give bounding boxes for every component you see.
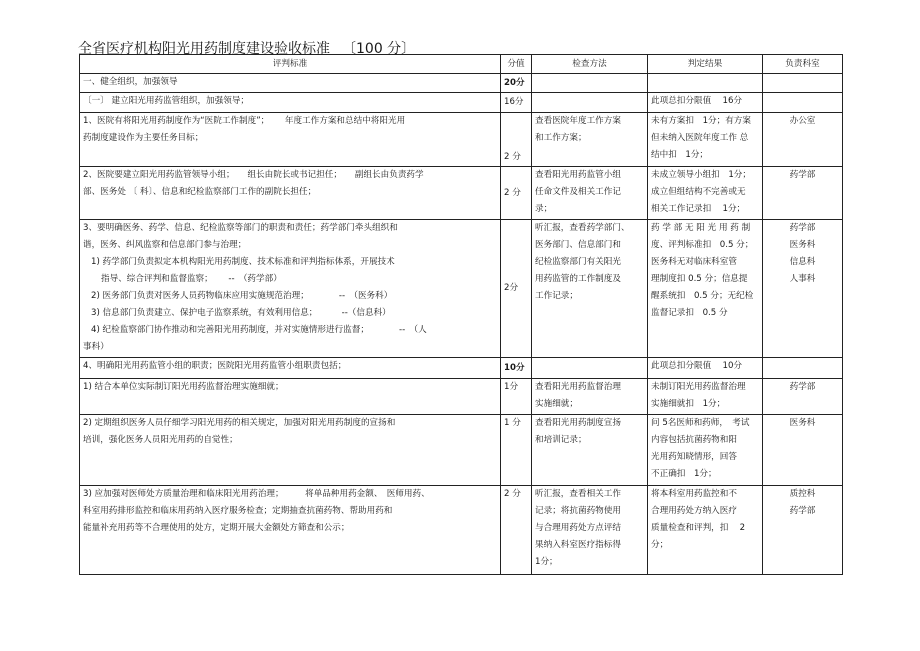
result-cell: 药 学 部 无 阳 光 用 药 制 度、评判标准扣 0.5 分； 医务科无对临床科室管 理制度扣 0.5 分；信息提 醒系统扣 0.5 分；无纪检 监督记录扣 0.5 分 xyxy=(648,220,763,358)
dept-cell xyxy=(763,93,843,113)
dept-cell: 办公室 xyxy=(763,113,843,167)
method-cell: 查看阳光用药制度宣扬 和培训记录； xyxy=(532,415,648,486)
criteria-cell: 1) 结合本单位实际制订阳光用药监督治理实施细就； xyxy=(80,379,501,415)
title-text: 全省医疗机构阳光用药制度建设验收标准 xyxy=(78,41,330,57)
dept-cell xyxy=(763,74,843,93)
score-cell: 10分 xyxy=(501,358,532,379)
table-row xyxy=(80,358,843,379)
score-cell: 20分 xyxy=(501,74,532,93)
result-cell: 此项总扣分限值 10分 xyxy=(648,358,763,379)
criteria-cell: 2、医院要建立阳光用药监管领导小组； 组长由院长或书记担任； 副组长由负责药学 部、医务处 〔 科〕、信息和纪检监察部门工作的副院长担任； xyxy=(80,167,501,220)
table-row xyxy=(80,74,843,93)
header-criteria: 评判标准 xyxy=(80,55,501,74)
dept-cell xyxy=(763,358,843,379)
criteria-cell: 4、明确阳光用药监管小组的职责；医院阳光用药监管小组职责包括； xyxy=(80,358,501,379)
method-cell xyxy=(532,93,648,113)
criteria-cell: 〔一〕 建立阳光用药监管组织，加强领导； xyxy=(80,93,501,113)
criteria-cell: 2) 定期组织医务人员仔细学习阳光用药的相关规定，加强对阳光用药制度的宣扬和 培训，强化医务人员阳光用药的自觉性； xyxy=(80,415,501,486)
table-row xyxy=(80,93,843,113)
score-cell: 1分 xyxy=(501,379,532,415)
method-cell: 查看阳光用药监督治理 实施细就； xyxy=(532,379,648,415)
criteria-cell: 3) 应加强对医师处方质量治理和临床阳光用药治理； 将单品种用药金额、 医师用药、 科室用药排形监控和临床用药纳入医疗服务检查；定期抽查抗菌药物、帮助用药和 能量补充用药等不合理使用的处方，定期开展大金额处方筛查和公示； xyxy=(80,486,501,575)
method-cell xyxy=(532,74,648,93)
result-cell: 此项总扣分限值 16分 xyxy=(648,93,763,113)
header-dept: 负责科室 xyxy=(763,55,843,74)
table-row xyxy=(80,167,843,220)
criteria-cell: 一、健全组织，加强领导 xyxy=(80,74,501,93)
criteria-cell: 3、要明确医务、药学、信息、纪检监察等部门的职责和责任；药学部门牵头组织和 谐，医务、纠风监察和信息部门参与治理； 1) 药学部门负责拟定本机构阳光用药制度、技术标准和评判指标体系，开展技术 指导、综合评判和监督监察； -- （药学部） 2) 医务部门负责对医务人员药物临床应用实施规范治理； -- （医务科） 3) 信息部门负责建立、保护电子监察系统，有效利用信息； --（信息科） 4) 纪检监察部门协作推动和完善阳光用药制度，并对实施情形进行监督； -- （人 事科） xyxy=(80,220,501,358)
dept-cell: 质控科 药学部 xyxy=(763,486,843,575)
header-result: 判定结果 xyxy=(648,55,763,74)
method-cell: 查看医院年度工作方案 和工作方案； xyxy=(532,113,648,167)
score-cell: 2 分 xyxy=(501,167,532,220)
table-row xyxy=(80,220,843,358)
method-cell: 听汇报，查看相关工作 记录；将抗菌药物使用 与合理用药处方点评结 果纳入科室医疗指标得 1分； xyxy=(532,486,648,575)
table-row xyxy=(80,379,843,415)
score-cell: 16分 xyxy=(501,93,532,113)
result-cell: 未有方案扣 1分；有方案 但未纳入医院年度工作 总 结中扣 1分； xyxy=(648,113,763,167)
result-cell: 将本科室用药监控和不 合理用药处方纳入医疗 质量检查和评判，扣 2 分； xyxy=(648,486,763,575)
table-row xyxy=(80,486,843,575)
result-cell: 问 5名医师和药师， 考试 内容包括抗菌药物和阳 光用药知晓情形，回答 不正确扣 1分； xyxy=(648,415,763,486)
header-method: 检查方法 xyxy=(532,55,648,74)
dept-cell: 药学部 xyxy=(763,379,843,415)
header-score: 分值 xyxy=(501,55,532,74)
result-cell: 未成立领导小组扣 1分； 成立但组结构不完善或无 相关工作记录扣 1分； xyxy=(648,167,763,220)
title-score: 〔100 分〕 xyxy=(342,41,416,57)
table-row xyxy=(80,113,843,167)
table-row xyxy=(80,415,843,486)
method-cell: 听汇报，查看药学部门、 医务部门、信息部门和 纪检监察部门有关阳光 用药监管的工作制度及 工作记录； xyxy=(532,220,648,358)
dept-cell: 药学部 xyxy=(763,167,843,220)
table-header-row xyxy=(80,55,843,74)
score-cell: 1 分 xyxy=(501,415,532,486)
method-cell: 查看阳光用药监管小组 任命文件及相关工作记 录； xyxy=(532,167,648,220)
criteria-cell: 1、医院有将阳光用药制度作为“医院工作制度”； 年度工作方案和总结中将阳光用 药制度建设作为主要任务目标； xyxy=(80,113,501,167)
result-cell xyxy=(648,74,763,93)
result-cell: 未制订阳光用药监督治理 实施细就扣 1分； xyxy=(648,379,763,415)
dept-cell: 药学部 医务科 信息科 人事科 xyxy=(763,220,843,358)
standards-table xyxy=(79,54,843,575)
score-cell: 2 分 xyxy=(501,486,532,575)
score-cell: 2分 xyxy=(501,220,532,358)
score-cell: 2 分 xyxy=(501,113,532,167)
dept-cell: 医务科 xyxy=(763,415,843,486)
method-cell xyxy=(532,358,648,379)
